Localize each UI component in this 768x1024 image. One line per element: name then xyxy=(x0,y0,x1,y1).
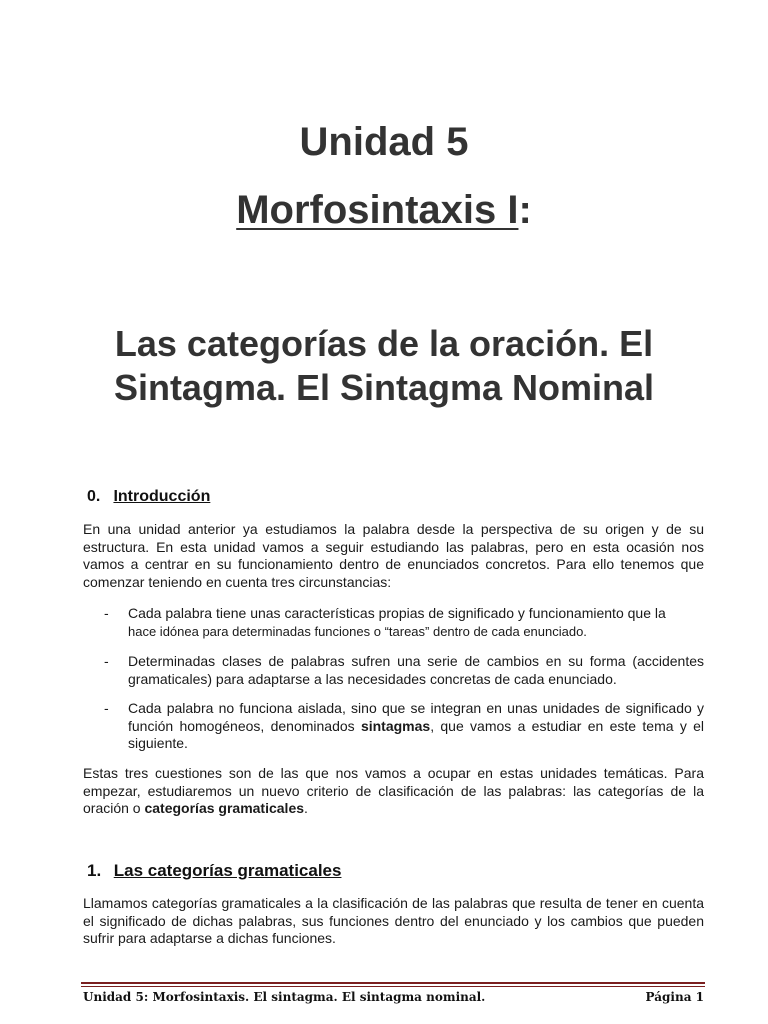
unit-title: Unidad 5 xyxy=(299,120,469,164)
term-sintagmas: sintagmas xyxy=(360,717,431,734)
bullet-1-line-1: Cada palabra tiene unas características propias de significado y funcionamiento que la xyxy=(128,605,666,621)
section-1-title: Las categorías gramaticales xyxy=(113,861,342,880)
section-1-heading xyxy=(87,861,341,881)
bullet-3-text-before: Cada palabra no funciona aislada, sino que se integran en unas unidades de significado y función homogéneos, denominados xyxy=(128,700,704,734)
bullet-item-3 xyxy=(104,700,704,753)
main-title xyxy=(0,188,768,233)
subtitle-line-2: Sintagma. El Sintagma Nominal xyxy=(113,367,655,408)
term-categorias-gramaticales: categorías gramaticales xyxy=(144,800,305,816)
main-title-colon: : xyxy=(518,188,532,232)
bullet-item-2 xyxy=(104,653,704,688)
section-1-paragraph: Llamamos categorías gramaticales a la clasificación de las palabras que resulta de tener en cuenta el significado de dichas palabras, sus funciones dentro del enunciado y los cambios que pueden sufrir para adaptarse a dichas funciones. xyxy=(83,895,704,946)
subtitle xyxy=(60,322,708,410)
bullet-1-line-2: hace idónea para determinadas funciones o “tareas” dentro de cada enunciado. xyxy=(128,623,587,639)
subtitle-line-1: Las categorías de la oración. El xyxy=(114,323,654,364)
footer-rule xyxy=(81,982,705,984)
closing-text-before: Estas tres cuestiones son de las que nos vamos a ocupar en estas unidades temáticas. Para empezar, estudiaremos un nuevo criterio de clasificación de las palabras: las categorías de la oración o xyxy=(83,765,704,816)
page-number: Página 1 xyxy=(645,990,704,1004)
bullet-dash: - xyxy=(104,653,109,669)
footer-title: Unidad 5: Morfosintaxis. El sintagma. El sintagma nominal. xyxy=(83,990,486,1004)
section-0-heading xyxy=(87,488,210,506)
footer-rule-thin xyxy=(81,986,705,987)
main-title-text: Morfosintaxis I xyxy=(236,188,519,232)
closing-text-after: . xyxy=(304,800,308,816)
bullet-2-text: Determinadas clases de palabras sufren una serie de cambios en su forma (accidentes gramaticales) para adaptarse a las necesidades concretas de cada enunciado. xyxy=(128,653,704,687)
bullet-3-text xyxy=(128,700,704,753)
closing-paragraph xyxy=(83,765,704,818)
section-1-number: 1. xyxy=(87,861,102,880)
bullet-dash: - xyxy=(104,605,109,621)
section-0-number: 0. xyxy=(87,488,101,505)
intro-paragraph: En una unidad anterior ya estudiamos la palabra desde la perspectiva de su origen y de su estructura. En esta unidad vamos a seguir estudiando las palabras, pero en esta ocasión nos vamos a centrar en su funcionamiento dentro de enunciados concretos. Para ello tenemos que comenzar teniendo en cuenta tres circunstancias: xyxy=(83,521,704,590)
section-0-title: Introducción xyxy=(113,488,211,505)
bullet-item-1 xyxy=(104,605,704,640)
bullet-3-text-after: , que vamos a estudiar en este tema y el siguiente. xyxy=(128,717,705,751)
bullet-dash: - xyxy=(104,700,109,716)
